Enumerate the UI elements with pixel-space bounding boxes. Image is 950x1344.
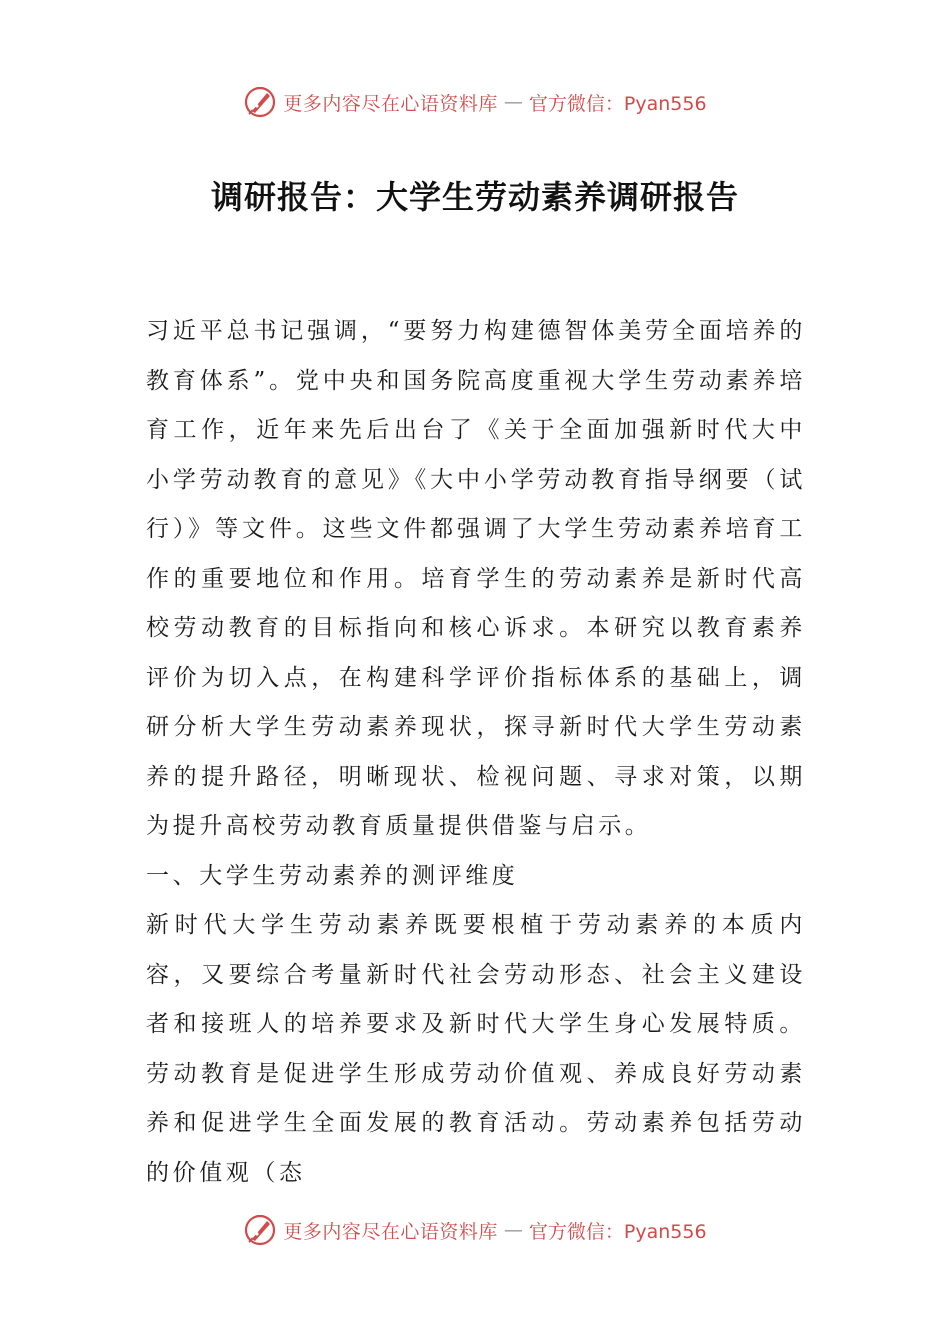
watermark-dash: — — [503, 91, 523, 113]
body-paragraph-intro: 习近平总书记强调，“要努力构建德智体美劳全面培养的教育体系”。党中央和国务院高度重视大学生劳动素养培育工作，近年来先后出台了《关于全面加强新时代大中小学劳动教育的意见》《大中小学劳动教育指导纲要（试行）》等文件。这些文件都强调了大学生劳动素养培育工作的重要地位和作用。培育学生的劳动素养是新时代高校劳动教育的目标指向和核心诉求。本研究以教育素养评价为切入点，在构建科学评价指标体系的基础上，调研分析大学生劳动素养现状，探寻新时代大学生劳动素养的提升路径，明晰现状、检视问题、寻求对策，以期为提升高校劳动教育质量提供借鉴与启示。 — [146, 318, 806, 839]
footer-watermark-banner — [0, 1210, 950, 1250]
watermark-brand-text: 更多内容尽在心语资料库 — [283, 92, 498, 115]
header-watermark-banner — [0, 82, 950, 122]
body-paragraph-section-1: 新时代大学生劳动素养既要根植于劳动素养的本质内容，又要综合考量新时代社会劳动形态、社会主义建设者和接班人的培养要求及新时代大学生身心发展特质。劳动教育是促进学生形成劳动价值观、养成良好劳动素养和促进学生全面发展的教育活动。劳动素养包括劳动的价值观（态 — [146, 912, 806, 1186]
document-title: 调研报告：大学生劳动素养调研报告 — [210, 178, 739, 216]
watermark-contact-text: 官方微信：Pyan556 — [528, 1220, 707, 1243]
watermark-brand-text: 更多内容尽在心语资料库 — [283, 1220, 498, 1243]
section-heading-1: 一、大学生劳动素养的测评维度 — [146, 862, 519, 889]
quill-pen-icon — [243, 85, 277, 119]
watermark-dash: — — [503, 1219, 523, 1241]
document-body — [146, 307, 806, 1198]
watermark-contact-text: 官方微信：Pyan556 — [528, 92, 707, 115]
quill-pen-icon — [243, 1213, 277, 1247]
